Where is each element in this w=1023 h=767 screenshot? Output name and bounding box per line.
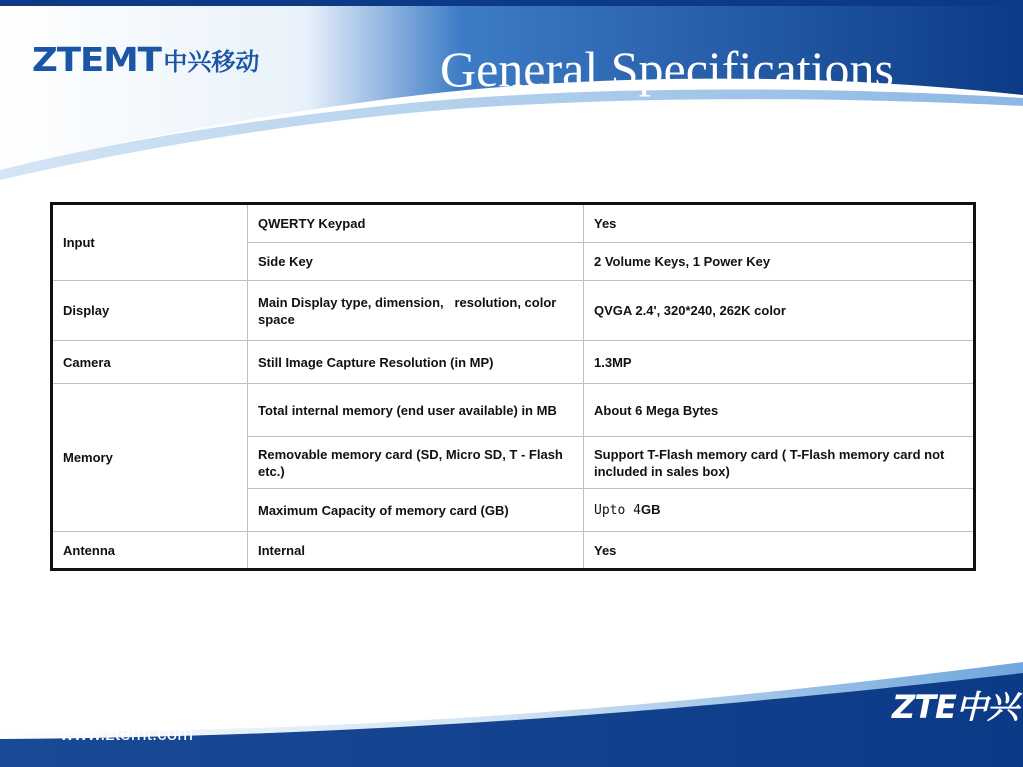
spec-cell: Side Key: [248, 243, 584, 281]
zte-logo: ZTE中兴: [892, 688, 1018, 726]
spec-cell: Removable memory card (SD, Micro SD, T - Flash etc.): [248, 437, 584, 489]
table-row: [52, 532, 975, 570]
footer-banner: [0, 657, 1023, 767]
logo-latin-text: ZTEMT: [32, 39, 161, 79]
header-banner: [0, 0, 1023, 180]
table-row: [52, 384, 975, 437]
logo-cjk-text: 中兴移动: [163, 47, 260, 76]
category-cell: Input: [52, 204, 248, 281]
spec-cell: Main Display type, dimension, resolution, color space: [248, 281, 584, 341]
table-row: [52, 204, 975, 243]
value-cell: 2 Volume Keys, 1 Power Key: [584, 243, 975, 281]
value-cell: Yes: [584, 204, 975, 243]
category-cell: Memory: [52, 384, 248, 532]
table-row: [52, 281, 975, 341]
website-url: www.ztemt.com: [60, 724, 194, 745]
spec-cell: Total internal memory (end user available) in MB: [248, 384, 584, 437]
spec-cell: QWERTY Keypad: [248, 204, 584, 243]
value-cell: Support T-Flash memory card ( T-Flash memory card not included in sales box): [584, 437, 975, 489]
value-cell: QVGA 2.4', 320*240, 262K color: [584, 281, 975, 341]
value-cell: About 6 Mega Bytes: [584, 384, 975, 437]
category-cell: Antenna: [52, 532, 248, 570]
value-cell: [584, 489, 975, 532]
category-cell: Camera: [52, 341, 248, 384]
value-cell: Yes: [584, 532, 975, 570]
spec-cell: Internal: [248, 532, 584, 570]
table-row: [52, 341, 975, 384]
ztemt-logo: [32, 34, 259, 84]
spec-cell: Maximum Capacity of memory card (GB): [248, 489, 584, 532]
page-title: General Specifications: [440, 41, 894, 97]
value-suffix-text: GB: [640, 502, 661, 517]
category-cell: Display: [52, 281, 248, 341]
value-cell: 1.3MP: [584, 341, 975, 384]
spec-table: [50, 202, 976, 571]
value-mono-text: Upto 4: [594, 503, 641, 518]
footer-swoosh-graphic: [0, 657, 1023, 767]
spec-cell: Still Image Capture Resolution (in MP): [248, 341, 584, 384]
